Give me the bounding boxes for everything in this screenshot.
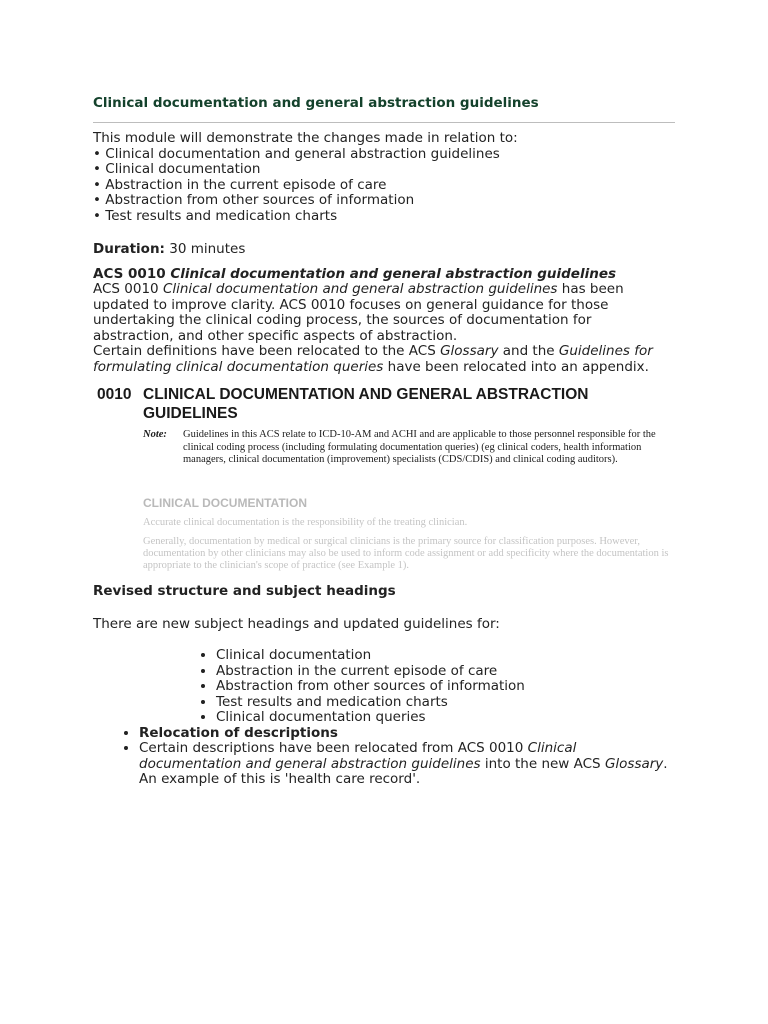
glossary-term: Glossary bbox=[440, 343, 499, 359]
excerpt-number: 0010 bbox=[97, 386, 132, 403]
list-item: • Abstraction from other sources of information bbox=[216, 679, 675, 695]
acs-para2-text-c: have been relocated into an appendix. bbox=[387, 358, 649, 375]
revised-list bbox=[93, 648, 675, 726]
relocation-list bbox=[93, 726, 675, 788]
list-item: • Clinical documentation and general abstraction guidelines bbox=[93, 147, 675, 163]
relocation-text-c: . An example of this is 'health care record'. bbox=[139, 755, 668, 787]
guidelines-term: Guidelines for formulating clinical documentation queries bbox=[93, 343, 653, 375]
acs-paragraph-1 bbox=[93, 282, 675, 344]
relocation-glossary: Glossary bbox=[604, 755, 664, 772]
document-content bbox=[93, 95, 675, 788]
duration-label: Duration: bbox=[93, 241, 165, 257]
acs-code: ACS 0010 bbox=[93, 281, 159, 297]
list-item: • Clinical documentation queries bbox=[216, 710, 675, 726]
acs-paragraph-2 bbox=[93, 344, 675, 375]
list-item: • Clinical documentation bbox=[93, 162, 675, 178]
intro-list bbox=[93, 147, 675, 225]
acs-para1-text: has been updated to improve clarity. ACS 0010 focuses on general guidance for those undertaking the clinical coding process, the sources of documentation for abstraction, and other specific aspects of abstraction. bbox=[93, 281, 624, 344]
excerpt-note-text: Guidelines in this ACS relate to ICD-10-AM and ACHI and are applicable to those personnel responsible for the clinical coding process (including formulating documentation queries) (eg clinical coders, health information managers, clinical documentation (improvement) specialists (CDS/CDIS) and clinical coding auditors). bbox=[183, 429, 656, 465]
relocation-text-b: into the new ACS bbox=[484, 755, 601, 772]
relocation-heading: • Relocation of descriptions bbox=[139, 726, 675, 742]
acs-heading-code: ACS 0010 bbox=[93, 266, 166, 282]
page-title: Clinical documentation and general abstraction guidelines bbox=[93, 95, 539, 111]
list-item: • Clinical documentation bbox=[216, 648, 675, 664]
revised-intro: There are new subject headings and updated guidelines for: bbox=[93, 616, 500, 632]
acs-heading-title: Clinical documentation and general abstraction guidelines bbox=[170, 266, 617, 282]
relocation-item bbox=[139, 741, 675, 788]
excerpt-subheading: CLINICAL DOCUMENTATION bbox=[143, 496, 307, 510]
intro-lead: This module will demonstrate the changes made in relation to: bbox=[93, 130, 518, 146]
excerpt-paragraph-1: Accurate clinical documentation is the responsibility of the treating clinician. bbox=[143, 517, 468, 528]
excerpt-note-label: Note: bbox=[143, 429, 167, 440]
list-item: • Abstraction in the current episode of care bbox=[216, 664, 675, 680]
revised-heading: Revised structure and subject headings bbox=[93, 583, 396, 599]
acs-para2-text-a: Certain definitions have been relocated to the ACS bbox=[93, 343, 436, 359]
title-divider bbox=[93, 122, 675, 123]
duration-line bbox=[93, 241, 675, 257]
list-item: • Test results and medication charts bbox=[93, 209, 675, 225]
list-item: • Test results and medication charts bbox=[216, 695, 675, 711]
relocation-text-a: Certain descriptions have been relocated from ACS 0010 bbox=[139, 740, 524, 756]
excerpt-paragraph-2: Generally, documentation by medical or surgical clinicians is the primary source for classification purposes. However, documentation by other clinicians may also be used to inform code assignment or add specificity where the documentation is appropriate to the clinician's scope of practice (see Example 1). bbox=[143, 536, 669, 571]
duration-value: 30 minutes bbox=[169, 241, 246, 257]
list-item: • Abstraction from other sources of information bbox=[93, 193, 675, 209]
excerpt-heading: CLINICAL DOCUMENTATION AND GENERAL ABSTRACTION GUIDELINES bbox=[143, 386, 589, 422]
acs-para2-text-b: and the bbox=[502, 343, 555, 359]
intro-section bbox=[93, 131, 675, 224]
acs-heading bbox=[93, 266, 675, 282]
relocation-title: Clinical documentation and general abstraction guidelines bbox=[139, 740, 577, 772]
acs-title: Clinical documentation and general abstraction guidelines bbox=[162, 281, 558, 297]
list-item: • Abstraction in the current episode of care bbox=[93, 178, 675, 194]
acs-excerpt-image bbox=[97, 386, 677, 573]
